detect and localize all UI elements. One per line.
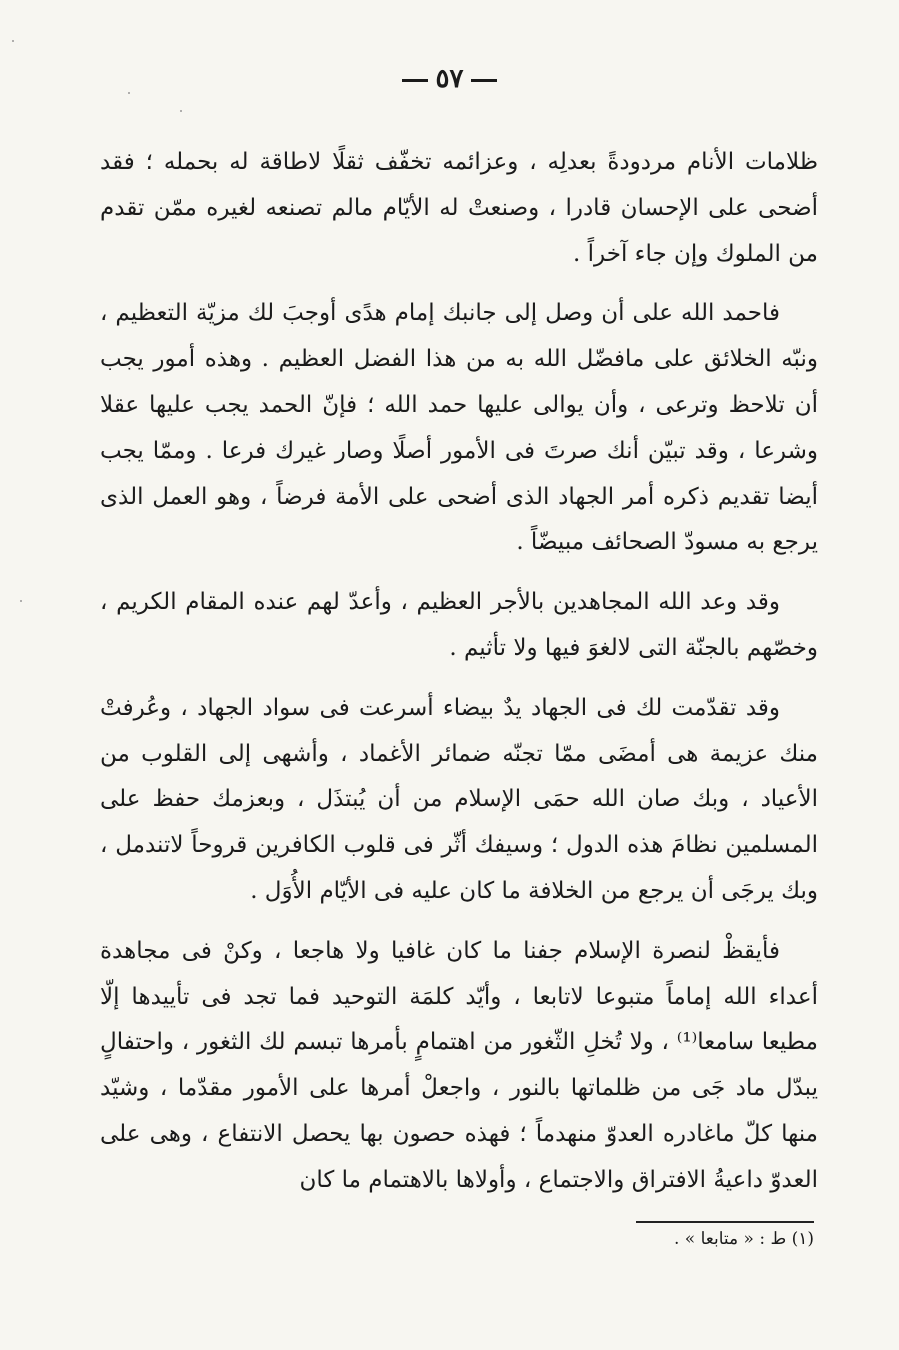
scan-speck	[20, 600, 22, 602]
paragraph-3: وقد وعد الله المجاهدين بالأجر العظيم ، وأعدّ لهم عنده المقام الكريم ، وخصّهم بالجنّة التى لالغوَ فيها ولا تأثيم .	[100, 589, 818, 661]
dash-right	[471, 79, 497, 82]
footnote: (١) ط : « متابعا » .	[673, 1229, 814, 1249]
page-number	[0, 64, 899, 94]
scan-speck	[12, 40, 14, 42]
paragraph-2: فاحمد الله على أن وصل إلى جانبك إمام هدًى أوجبَ لك مزيّة التعظيم ، ونبّه الخلائق على مافضّل الله به من هذا الفضل العظيم . وهذه أمور يجب أن تلاحظ وترعى ، وأن يوالى عليها حمد الله ؛ فإنّ الحمد يجب عليها عقلا وشرعا ، وقد تبيّن أنك صرتَ فى الأمور أصلًا وصار غيرك فرعا . وممّا يجب أيضا تقديم ذكره أمر الجهاد الذى أضحى على الأمة فرضاً ، وهو العمل الذى يرجع به مسودّ الصحائف مبيضّاً .	[100, 300, 818, 556]
footnote-divider	[636, 1221, 814, 1223]
main-text	[100, 140, 818, 1218]
paragraph-5: فأيقظْ لنصرة الإسلام جفنا ما كان غافيا ولا هاجعا ، وكنْ فى مجاهدة أعداء الله إماماً متبوعا لاتابعا ، وأيّد كلمَة التوحيد فما تجد فى تأييدها إلّا مطيعا سامعا⁽¹⁾ ، ولا تُخلِ الثّغور من اهتمامٍ بأمرها تبسم لك الثغور ، واحتفالٍ يبدّل ماد جَى من ظلماتها بالنور ، واجعلْ أمرها على الأمور مقدّما ، وشيّد منها كلّ ماغادره العدوّ منهدماً ؛ فهذه حصون بها يحصل الانتفاع ، وهى على العدوّ داعيةُ الافتراق والاجتماع ، وأولاها بالاهتمام ما كان	[100, 937, 818, 1193]
dash-left	[402, 79, 428, 82]
paragraph-1: ظلامات الأنام مردودةً بعدلِه ، وعزائمه تخفّف ثقلًا لاطاقة له بحمله ؛ فقد أضحى على الإحسان قادرا ، وصنعتْ له الأيّام مالم تصنعه لغيره ممّن تقدم من الملوك وإن جاء آخراً .	[100, 149, 818, 267]
page-number-label: ٥٧	[435, 64, 464, 94]
scan-speck	[180, 110, 182, 112]
paragraph-4: وقد تقدّمت لك فى الجهاد يدٌ بيضاء أسرعت فى سواد الجهاد ، وعُرفتْ منك عزيمة هى أمضَى ممّا تجنّه ضمائر الأغماد ، وأشهى إلى القلوب من الأعياد ، وبك صان الله حمَى الإسلام من أن يُبتذَل ، وبعزمك حفظ على المسلمين نظامَ هذه الدول ؛ وسيفك أثّر فى قلوب الكافرين قروحاً لاتندمل ، وبك يرجَى أن يرجع من الخلافة ما كان عليه فى الأيّام الأُوَل .	[100, 694, 818, 904]
scan-speck	[128, 92, 130, 94]
